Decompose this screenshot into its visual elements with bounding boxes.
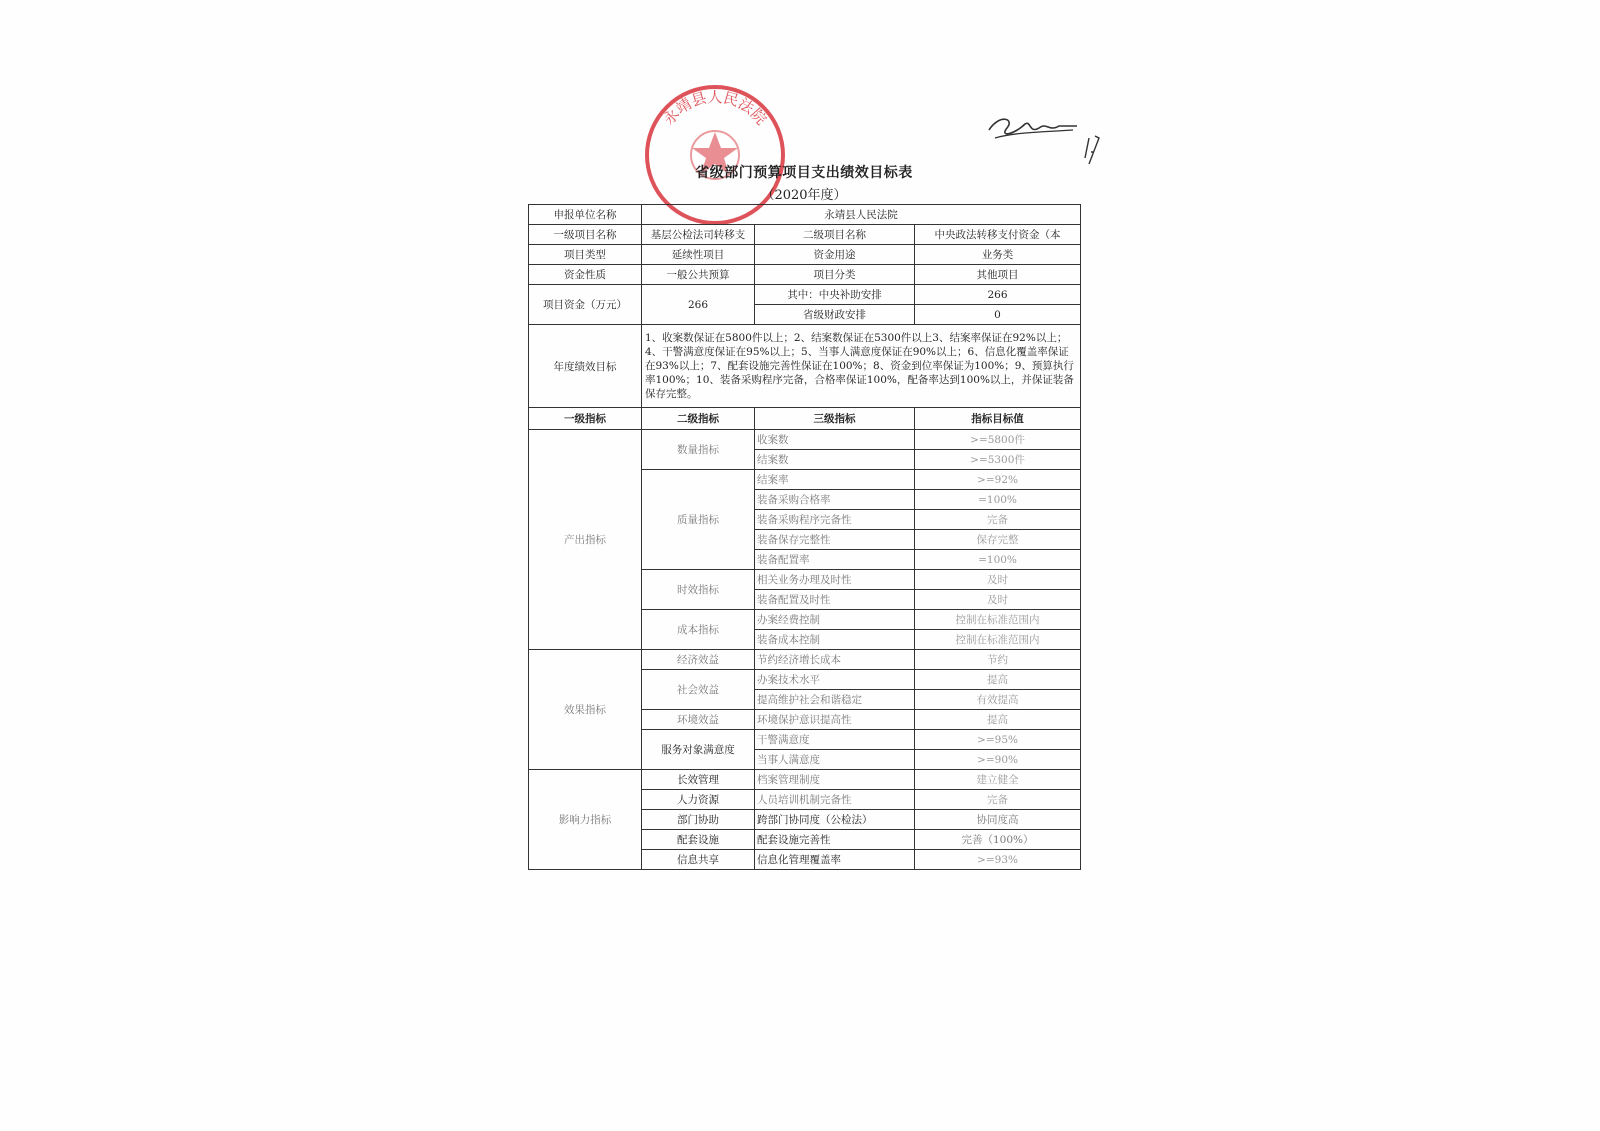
handwritten-signature: [985, 108, 1105, 170]
seal-text: 永靖县人民法院: [659, 88, 771, 129]
fund-nature-row: [529, 265, 1081, 285]
annual-goal-text: 1、收案数保证在5800件以上；2、结案数保证在5300件以上3、结案率保证在92%以上；4、干警满意度保证在95%以上；5、当事人满意度保证在90%以上；6、信息化覆盖率保证在93%以上；7、配套设施完善性保证在100%；8、资金到位率保证为100%；9、预算执行率100%；10、装备采购程序完备，合格率保证100%，配备率达到100%以上，并保证装备保存完整。: [642, 325, 1081, 408]
lvl1-name-label: 一级项目名称: [529, 225, 642, 245]
indicator-name: 装备配置率: [755, 550, 915, 570]
table-row: [529, 430, 1081, 450]
provincial-value: 0: [915, 305, 1081, 325]
fund-amount-value: 266: [642, 285, 755, 325]
indicator-value: 完备: [915, 790, 1081, 810]
header-target: 指标目标值: [915, 408, 1081, 430]
indicator-value: >=95%: [915, 730, 1081, 750]
timeliness-category: 时效指标: [642, 570, 755, 610]
lvl1-name-value: 基层公检法司转移支: [642, 225, 755, 245]
indicator-value: >=93%: [915, 850, 1081, 870]
indicator-name: 收案数: [755, 430, 915, 450]
indicator-value: 有效提高: [915, 690, 1081, 710]
indicator-value: 提高: [915, 670, 1081, 690]
annual-goal-row: [529, 325, 1081, 408]
indicator-value: 及时: [915, 570, 1081, 590]
table-row: [529, 650, 1081, 670]
fund-nature-label: 资金性质: [529, 265, 642, 285]
project-category-value: 其他项目: [915, 265, 1081, 285]
longterm-category: 长效管理: [642, 770, 755, 790]
effect-category: 效果指标: [529, 650, 642, 770]
unit-row: [529, 205, 1081, 225]
quality-category: 质量指标: [642, 470, 755, 570]
project-type-value: 延续性项目: [642, 245, 755, 265]
indicator-header-row: [529, 408, 1081, 430]
satisfaction-category: 服务对象满意度: [642, 730, 755, 770]
header-lvl2: 二级指标: [642, 408, 755, 430]
lvl2-name-label: 二级项目名称: [755, 225, 915, 245]
indicator-value: >=90%: [915, 750, 1081, 770]
indicator-name: 人员培训机制完备性: [755, 790, 915, 810]
fund-amount-row: [529, 285, 1081, 305]
indicator-name: 提高维护社会和谐稳定: [755, 690, 915, 710]
fund-amount-label: 项目资金（万元）: [529, 285, 642, 325]
indicator-value: 完备: [915, 510, 1081, 530]
indicator-value: 协同度高: [915, 810, 1081, 830]
economic-category: 经济效益: [642, 650, 755, 670]
cost-category: 成本指标: [642, 610, 755, 650]
performance-target-table: [528, 204, 1081, 870]
svg-text:永靖县人民法院: [660, 88, 771, 128]
project-type-row: [529, 245, 1081, 265]
indicator-value: >=5800件: [915, 430, 1081, 450]
project-type-label: 项目类型: [529, 245, 642, 265]
indicator-name: 办案经费控制: [755, 610, 915, 630]
indicator-name: 环境保护意识提高性: [755, 710, 915, 730]
header-lvl3: 三级指标: [755, 408, 915, 430]
fund-use-label: 资金用途: [755, 245, 915, 265]
indicator-value: >=92%: [915, 470, 1081, 490]
indicator-name: 装备配置及时性: [755, 590, 915, 610]
indicator-name: 结案数: [755, 450, 915, 470]
central-subsidy-value: 266: [915, 285, 1081, 305]
document-header: [528, 162, 1080, 203]
indicator-value: 提高: [915, 710, 1081, 730]
unit-label: 申报单位名称: [529, 205, 642, 225]
project-name-row: [529, 225, 1081, 245]
impact-category: 影响力指标: [529, 770, 642, 870]
table-row: [529, 770, 1081, 790]
indicator-name: 当事人满意度: [755, 750, 915, 770]
central-subsidy-label: 其中：中央补助安排: [755, 285, 915, 305]
indicator-value: 控制在标准范围内: [915, 610, 1081, 630]
info-category: 信息共享: [642, 850, 755, 870]
indicator-value: 节约: [915, 650, 1081, 670]
indicator-value: >=5300件: [915, 450, 1081, 470]
indicator-name: 装备成本控制: [755, 630, 915, 650]
lvl2-name-value: 中央政法转移支付资金（本: [915, 225, 1081, 245]
fund-nature-value: 一般公共预算: [642, 265, 755, 285]
indicator-value: 及时: [915, 590, 1081, 610]
fund-use-value: 业务类: [915, 245, 1081, 265]
provincial-label: 省级财政安排: [755, 305, 915, 325]
indicator-name: 跨部门协同度（公检法）: [755, 810, 915, 830]
social-category: 社会效益: [642, 670, 755, 710]
indicator-name: 信息化管理覆盖率: [755, 850, 915, 870]
header-lvl1: 一级指标: [529, 408, 642, 430]
unit-value: 永靖县人民法院: [642, 205, 1081, 225]
indicator-value: 控制在标准范围内: [915, 630, 1081, 650]
indicator-name: 办案技术水平: [755, 670, 915, 690]
indicator-name: 干警满意度: [755, 730, 915, 750]
hr-category: 人力资源: [642, 790, 755, 810]
indicator-name: 节约经济增长成本: [755, 650, 915, 670]
indicator-value: 建立健全: [915, 770, 1081, 790]
facilities-category: 配套设施: [642, 830, 755, 850]
document-year: （2020年度）: [761, 188, 847, 203]
project-category-label: 项目分类: [755, 265, 915, 285]
quantity-category: 数量指标: [642, 430, 755, 470]
indicator-value: 保存完整: [915, 530, 1081, 550]
annual-goal-label: 年度绩效目标: [529, 325, 642, 408]
document-title: 省级部门预算项目支出绩效目标表: [695, 165, 913, 181]
output-category: 产出指标: [529, 430, 642, 650]
indicator-name: 装备采购程序完备性: [755, 510, 915, 530]
indicator-value: =100%: [915, 490, 1081, 510]
indicator-name: 相关业务办理及时性: [755, 570, 915, 590]
coordination-category: 部门协助: [642, 810, 755, 830]
indicator-name: 结案率: [755, 470, 915, 490]
indicator-value: 完善（100%）: [915, 830, 1081, 850]
indicator-name: 装备采购合格率: [755, 490, 915, 510]
indicator-name: 装备保存完整性: [755, 530, 915, 550]
indicator-value: =100%: [915, 550, 1081, 570]
environment-category: 环境效益: [642, 710, 755, 730]
indicator-name: 配套设施完善性: [755, 830, 915, 850]
indicator-name: 档案管理制度: [755, 770, 915, 790]
